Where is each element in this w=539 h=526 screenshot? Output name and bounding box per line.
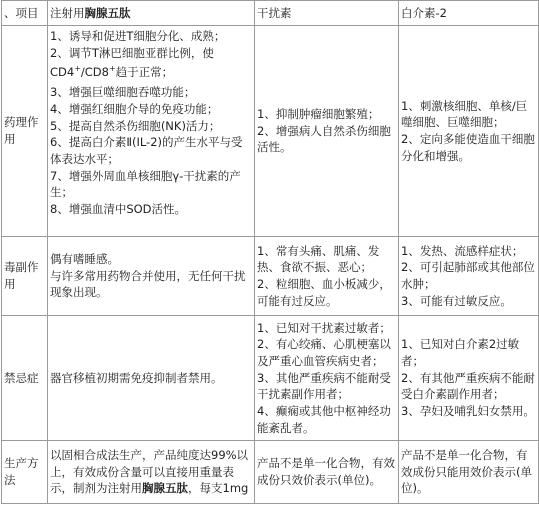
- list-item-cd-ratio: [50, 61, 252, 84]
- comparison-table: [1, 0, 539, 504]
- thymus-production-tail: ，每支1mg: [188, 481, 249, 496]
- row-side-effects: [2, 237, 539, 316]
- thymus-production-text: 以固相合成法生产，产品纯度达99%以上，有效成份含量可以直接用重量表示，制剂为注射用: [50, 447, 249, 496]
- cell-il2-side-effects: [399, 237, 539, 316]
- cell-il2-contraindications: [399, 316, 539, 441]
- list-item: 2、有心绞痛、心肌梗塞以及严重心血管疾病史者；: [257, 337, 391, 368]
- list-item: 3、可能有过敏反应。: [401, 293, 512, 308]
- list-item: 1、抑制肿瘤细胞繁殖；: [257, 106, 380, 121]
- header-item: 、项目: [2, 1, 48, 26]
- cd4-text: CD4: [50, 65, 75, 80]
- list-item: 3、其他严重疾病不能耐受干扰素副作用者；: [257, 370, 391, 402]
- list-item: 1、刺激核细胞、单核/巨噬细胞、巨噬细胞；: [401, 98, 528, 130]
- list-item: 2、可引起肺部或其他部位水肿；: [401, 260, 535, 291]
- cell-interferon-side-effects: [255, 237, 399, 316]
- header-thymus-prefix: 注射用: [50, 5, 85, 20]
- cell-il2-pharmacology: [399, 26, 539, 237]
- row-label-pharmacology: 药理作用: [2, 26, 48, 237]
- row-pharmacology: [2, 26, 539, 237]
- list-item: 3、孕妇及哺乳妇女禁用。: [401, 404, 535, 418]
- thymus-production-name: 胸腺五肽: [142, 481, 188, 496]
- row-contraindications: [2, 316, 539, 441]
- cell-thymus-pharmacology: [48, 26, 255, 237]
- cell-thymus-contraindications: 器官移植初期需免疫抑制者禁用。: [48, 316, 255, 441]
- cell-interferon-pharmacology: [255, 26, 399, 237]
- cell-thymus-production: [48, 441, 255, 504]
- header-il2: 白介素-2: [399, 1, 539, 26]
- cd8-text: /CD8: [80, 65, 109, 80]
- list-item: 7、增强外周血单核细胞γ-干扰素的产生；: [50, 168, 241, 200]
- list-item: 偶有嗜睡感。: [50, 251, 119, 266]
- row-label-production: 生产方法: [2, 441, 48, 504]
- cell-interferon-production: 产品不是单一化合物，有效成份只效价表示(单位)。: [255, 441, 399, 504]
- list-item: 与许多常用药物合并使用，无任何干扰现象出现。: [50, 268, 246, 300]
- list-item: 5、提高自然杀伤细胞(NK)活力；: [50, 118, 221, 133]
- list-item: 1、发热、流感样症状；: [401, 243, 524, 258]
- cell-interferon-contraindications: [255, 316, 399, 441]
- list-item: 3、增强巨噬细胞吞噬功能；: [50, 85, 196, 100]
- cd-ratio-tail: 趋于正常；: [115, 65, 174, 80]
- cd4-sup: +: [74, 64, 81, 74]
- header-interferon: 干扰素: [255, 1, 399, 26]
- header-thymus: [48, 1, 255, 26]
- list-item: 2、定向多能使造血干细胞分化和增强。: [401, 132, 535, 163]
- list-item: 2、增强病人自然杀伤细胞活性。: [257, 123, 391, 155]
- row-production: [2, 441, 539, 504]
- list-item: 8、增强血清中SOD活性。: [50, 202, 187, 217]
- list-item: 1、已知对白介素2过敏者；: [401, 337, 520, 368]
- list-item: 4、癫痫或其他中枢神经功能紊乱者。: [257, 404, 391, 435]
- list-item: 1、诱导和促进T细胞分化、成熟；: [50, 29, 226, 43]
- header-row: [2, 1, 539, 26]
- cd8-sup: +: [108, 64, 116, 74]
- cell-il2-production: 产品不是单一化合物，有效成份只能用效价表示(单位)。: [399, 441, 539, 504]
- list-item: 1、常有头痛、肌痛、发热、食欲不振、恶心；: [257, 243, 380, 275]
- list-item: 2、粒细胞、血小板减少，可能有过反应。: [257, 277, 391, 308]
- cell-thymus-side-effects: [48, 237, 255, 316]
- header-thymus-name: 胸腺五肽: [84, 5, 131, 20]
- list-item: 1、已知对干扰素过敏者；: [257, 320, 391, 335]
- list-item: 6、提高白介素Ⅱ(IL-2)的产生水平与受体表达水平；: [50, 135, 243, 167]
- list-item: 2、有其他严重疾病不能耐受白介素副作用者；: [401, 370, 535, 402]
- list-item: 4、增强红细胞介导的免疫功能；: [50, 102, 219, 117]
- row-label-contraindications: 禁忌症: [2, 316, 48, 441]
- list-item: 2、调节T淋巴细胞亚群比例，使: [50, 45, 214, 60]
- row-label-side-effects: 毒副作用: [2, 237, 48, 316]
